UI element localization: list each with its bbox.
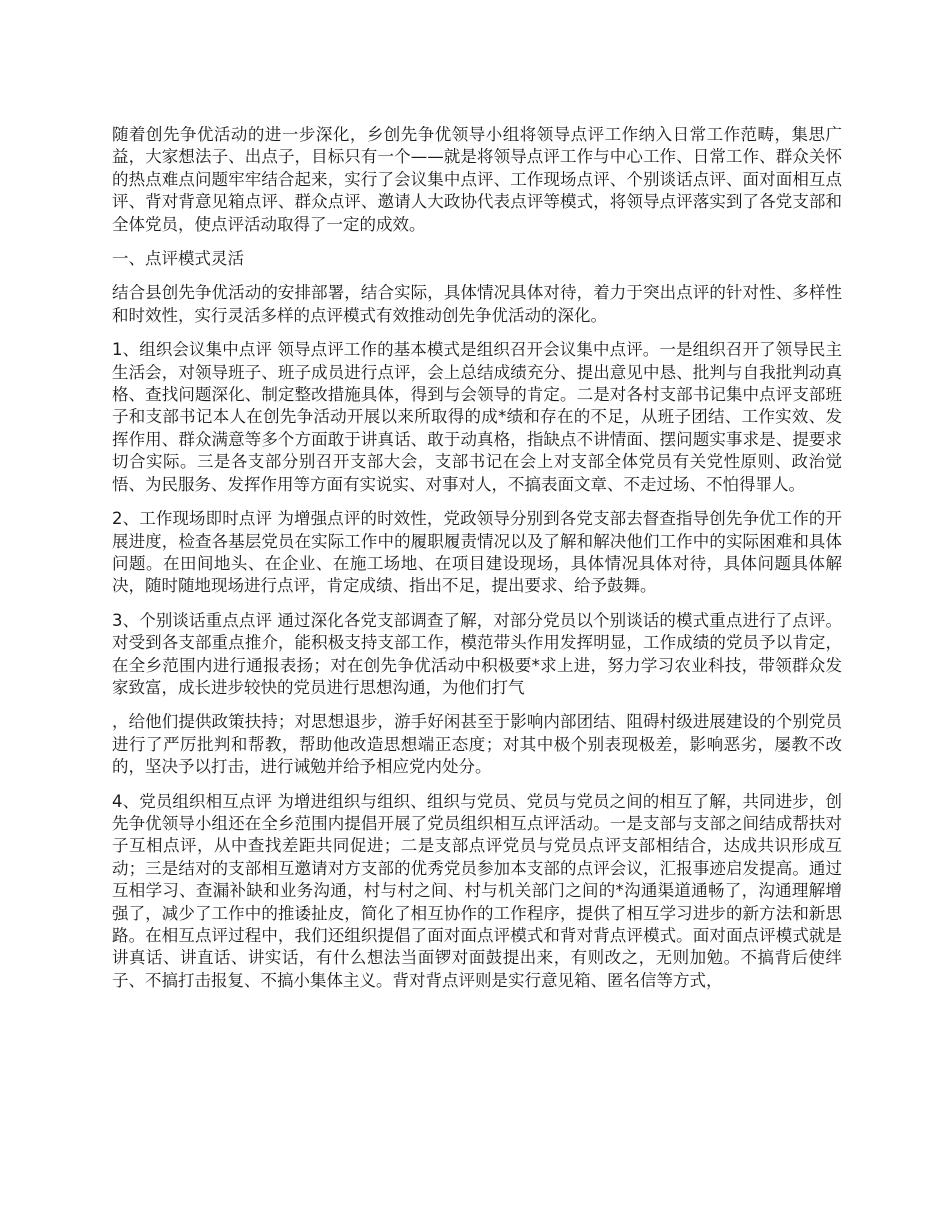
item-4-paragraph: 4、党员组织相互点评 为增进组织与组织、组织与党员、党员与党员之间的相互了解，共同进步，创先争优领导小组还在全乡范围内提倡开展了党员组织相互点评活动。一是支部与支部之间结成帮扶对子互相点评，从中查找差距共同促进；二是支部点评党员与党员点评支部相结合，达成共识形成互动；三是结对的支部相互邀请对方支部的优秀党员参加本支部的点评会议，汇报事迹启发提高。通过互相学习、查漏补缺和业务沟通，村与村之间、村与机关部门之间的*沟通渠道通畅了，沟通理解增强了，减少了工作中的推诿扯皮，简化了相互协作的工作程序，提供了相互学习进步的新方法和新思路。在相互点评过程中，我们还组织提倡了面对面点评模式和背对背点评模式。面对面点评模式就是讲真话、讲直话、讲实话，有什么想法当面锣对面鼓提出来，有则改之，无则加勉。不搞背后使绊子、不搞打击报复、不搞小集体主义。背对背点评则是实行意见箱、匿名信等方式，: [112, 791, 842, 990]
item-3-continuation-paragraph: ，给他们提供政策扶持；对思想退步，游手好闲甚至于影响内部团结、阻碍村级进展建设的个别党员进行了严厉批判和帮教，帮助他改造思想端正态度；对其中极个别表现极差，影响恶劣，屡教不改的，坚决予以打击，进行诫勉并给予相应党内处分。: [112, 712, 842, 777]
item-2-paragraph: 2、工作现场即时点评 为增强点评的时效性，党政领导分别到各党支部去督查指导创先争优工作的开展进度，检查各基层党员在实际工作中的履职履责情况以及了解和解决他们工作中的实际困难和具体问题。在田间地头、在企业、在施工场地、在项目建设现场，具体情况具体对待，具体问题具体解决，随时随地现场进行点评，肯定成绩、指出不足，提出要求、给予鼓舞。: [112, 509, 842, 596]
document-body: [112, 124, 842, 1004]
item-1-paragraph: 1、组织会议集中点评 领导点评工作的基本模式是组织召开会议集中点评。一是组织召开了领导民主生活会，对领导班子、班子成员进行点评，会上总结成绩充分、提出意见中恳、批判与自我批判动真格、查找问题深化、制定整改措施具体，得到与会领导的肯定。二是对各村支部书记集中点评支部班子和支部书记本人在创先争活动开展以来所取得的成*绩和存在的不足，从班子团结、工作实效、发挥作用、群众满意等多个方面敢于讲真话、敢于动真格，指缺点不讲情面、摆问题实事求是、提要求切合实际。三是各支部分别召开支部大会，支部书记在会上对支部全体党员有关党性原则、政治觉悟、为民服务、发挥作用等方面有实说实、对事对人，不搞表面文章、不走过场、不怕得罪人。: [112, 340, 842, 494]
section-intro-paragraph: 结合县创先争优活动的安排部署，结合实际，具体情况具体对待，着力于突出点评的针对性、多样性和时效性，实行灵活多样的点评模式有效推动创先争优活动的深化。: [112, 283, 842, 325]
item-3-paragraph: 3、个别谈话重点点评 通过深化各党支部调查了解，对部分党员以个别谈话的模式重点进行了点评。对受到各支部重点推介，能积极支持支部工作，模范带头作用发挥明显，工作成绩的党员予以肯定，在全乡范围内进行通报表扬；对在创先争优活动中积极要*求上进，努力学习农业科技，带领群众发家致富，成长进步较快的党员进行思想沟通，为他们打气: [112, 610, 842, 697]
section-heading: 一、点评模式灵活: [112, 249, 244, 269]
intro-paragraph: 随着创先争优活动的进一步深化，乡创先争优领导小组将领导点评工作纳入日常工作范畴，集思广益，大家想法子、出点子，目标只有一个——就是将领导点评工作与中心工作、日常工作、群众关怀的热点难点问题牢牢结合起来，实行了会议集中点评、工作现场点评、个别谈话点评、面对面相互点评、背对背意见箱点评、群众点评、邀请人大政协代表点评等模式，将领导点评落实到了各党支部和全体党员，使点评活动取得了一定的成效。: [112, 125, 842, 234]
